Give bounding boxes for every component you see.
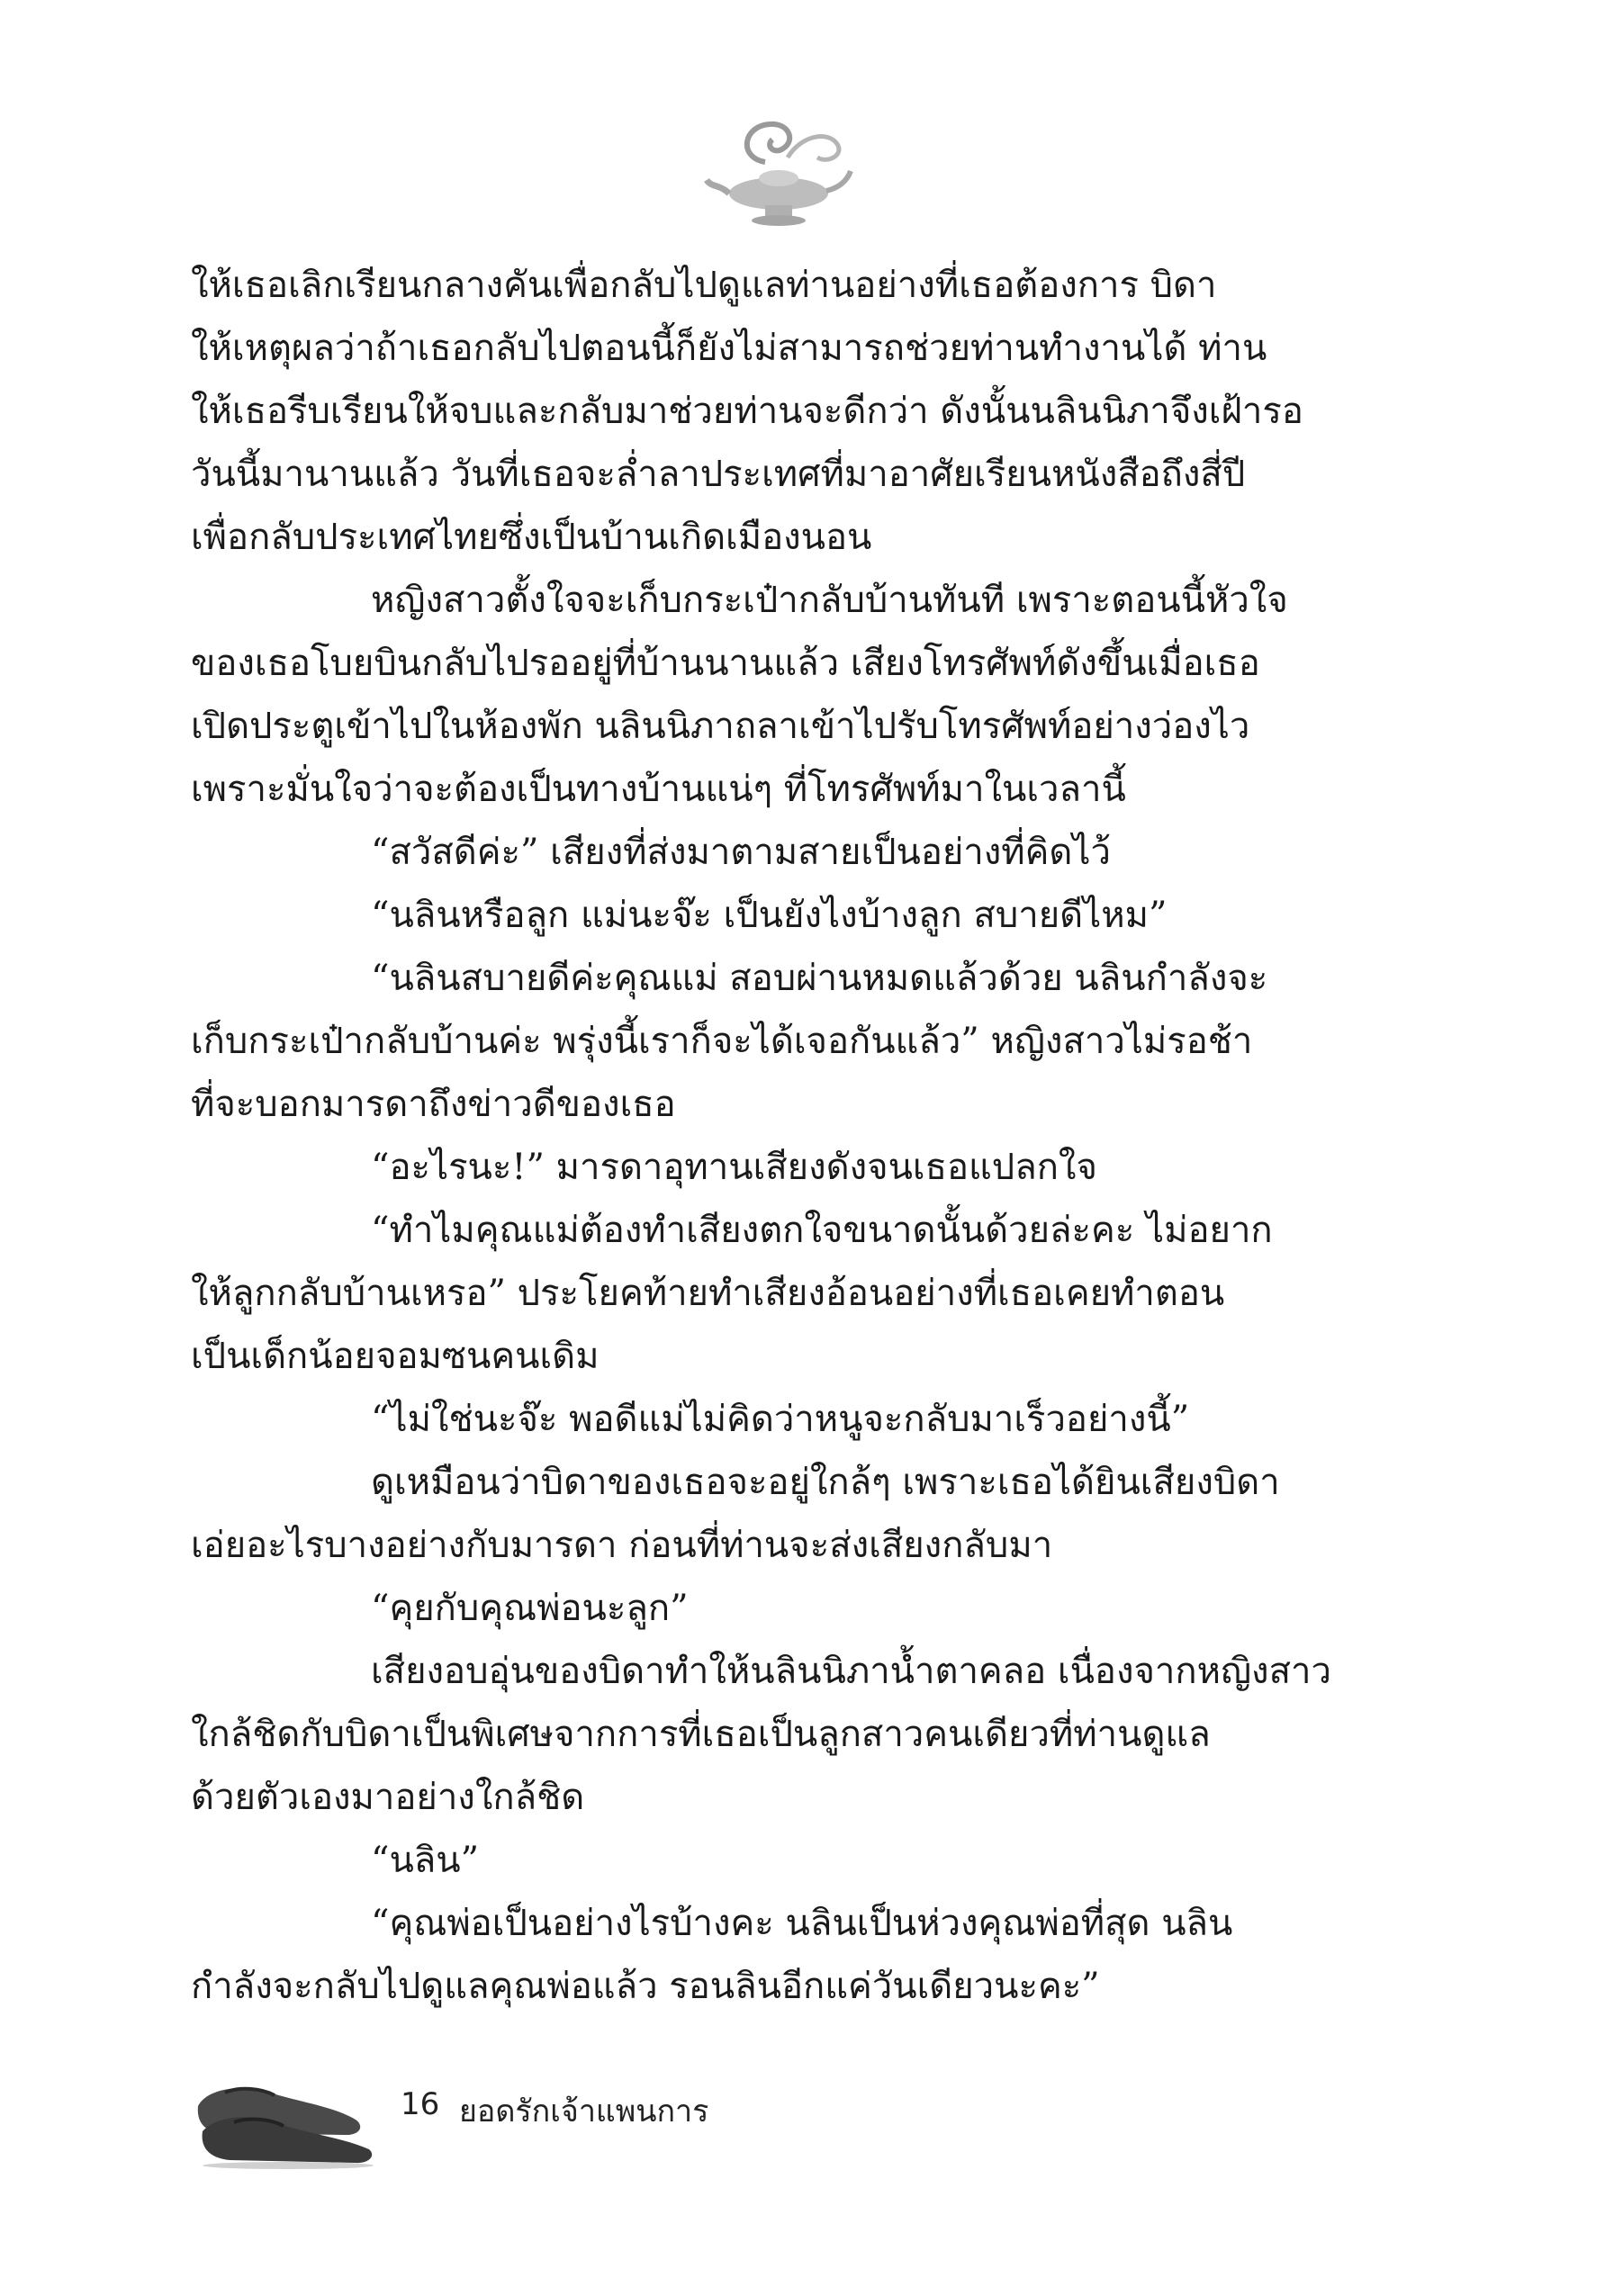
shoes-icon bbox=[189, 2052, 378, 2169]
text-line: หญิงสาวตั้งใจจะเก็บกระเป๋ากลับบ้านทันที เพราะตอนนี้หัวใจ bbox=[371, 580, 1288, 621]
text-line: ด้วยตัวเองมาอย่างใกล้ชิด bbox=[191, 1777, 585, 1818]
text-line: “อะไรนะ!” มารดาอุทานเสียงดังจนเธอแปลกใจ bbox=[371, 1147, 1097, 1188]
text-line: เพื่อกลับประเทศไทยซึ่งเป็นบ้านเกิดเมืองนอน bbox=[191, 517, 872, 558]
text-line: ให้เหตุผลว่าถ้าเธอกลับไปตอนนี้ก็ยังไม่สามารถช่วยท่านทำงานได้ ท่าน bbox=[191, 328, 1267, 369]
text-line: “คุณพ่อเป็นอย่างไรบ้างคะ นลินเป็นห่วงคุณพ่อที่สุด นลิน bbox=[371, 1903, 1233, 1944]
text-line: “คุยกับคุณพ่อนะลูก” bbox=[371, 1588, 689, 1629]
text-line: วันนี้มานานแล้ว วันที่เธอจะล่ำลาประเทศที่มาอาศัยเรียนหนังสือถึงสี่ปี bbox=[191, 454, 1246, 495]
text-line: เพราะมั่นใจว่าจะต้องเป็นทางบ้านแน่ๆ ที่โทรศัพท์มาในเวลานี้ bbox=[191, 769, 1126, 810]
text-line: “ทำไมคุณแม่ต้องทำเสียงตกใจขนาดนั้นด้วยล่ะคะ ไม่อยาก bbox=[371, 1210, 1273, 1251]
text-line: “สวัสดีค่ะ” เสียงที่ส่งมาตามสายเป็นอย่างที่คิดไว้ bbox=[371, 832, 1111, 873]
text-line: ของเธอโบยบินกลับไปรออยู่ที่บ้านนานแล้ว เสียงโทรศัพท์ดังขึ้นเมื่อเธอ bbox=[191, 643, 1260, 684]
text-line: เสียงอบอุ่นของบิดาทำให้นลินนิภาน้ำตาคลอ เนื่องจากหญิงสาว bbox=[371, 1651, 1331, 1692]
text-line: ให้เธอเลิกเรียนกลางคันเพื่อกลับไปดูแลท่านอย่างที่เธอต้องการ บิดา bbox=[191, 265, 1217, 306]
text-line: ให้ลูกกลับบ้านเหรอ” ประโยคท้ายทำเสียงอ้อนอย่างที่เธอเคยทำตอน bbox=[191, 1273, 1225, 1314]
text-line: “นลิน” bbox=[371, 1840, 480, 1881]
text-line: เป็นเด็กน้อยจอมซนคนเดิม bbox=[191, 1336, 600, 1377]
text-line: “นลินสบายดีค่ะคุณแม่ สอบผ่านหมดแล้วด้วย นลินกำลังจะ bbox=[371, 958, 1268, 999]
text-line: เก็บกระเป๋ากลับบ้านค่ะ พรุ่งนี้เราก็จะได้เจอกันแล้ว” หญิงสาวไม่รอช้า bbox=[191, 1021, 1253, 1062]
body-text bbox=[191, 254, 1334, 2018]
page-number: 16 bbox=[401, 2086, 440, 2122]
text-line: ให้เธอรีบเรียนให้จบและกลับมาช่วยท่านจะดีกว่า ดังนั้นนลินนิภาจึงเฝ้ารอ bbox=[191, 391, 1303, 432]
text-line: ดูเหมือนว่าบิดาของเธอจะอยู่ใกล้ๆ เพราะเธอได้ยินเสียงบิดา bbox=[371, 1462, 1280, 1503]
text-line: “ไม่ใช่นะจ๊ะ พอดีแม่ไม่คิดว่าหนูจะกลับมาเร็วอย่างนี้” bbox=[371, 1399, 1190, 1440]
text-line: เอ่ยอะไรบางอย่างกับมารดา ก่อนที่ท่านจะส่งเสียงกลับมา bbox=[191, 1525, 1053, 1566]
page-footer bbox=[189, 2052, 909, 2187]
genie-lamp-icon bbox=[702, 108, 855, 234]
text-line: กำลังจะกลับไปดูแลคุณพ่อแล้ว รอนลินอีกแค่วันเดียวนะคะ” bbox=[191, 1966, 1100, 2007]
text-line: “นลินหรือลูก แม่นะจ๊ะ เป็นยังไงบ้างลูก สบายดีไหม” bbox=[371, 895, 1168, 936]
text-line: เปิดประตูเข้าไปในห้องพัก นลินนิภาถลาเข้าไปรับโทรศัพท์อย่างว่องไว bbox=[191, 706, 1250, 747]
text-line: ที่จะบอกมารดาถึงข่าวดีของเธอ bbox=[191, 1084, 676, 1125]
text-line: ใกล้ชิดกับบิดาเป็นพิเศษจากการที่เธอเป็นลูกสาวคนเดียวที่ท่านดูแล bbox=[191, 1714, 1211, 1755]
book-title: ยอดรักเจ้าแพนการ bbox=[459, 2093, 709, 2129]
